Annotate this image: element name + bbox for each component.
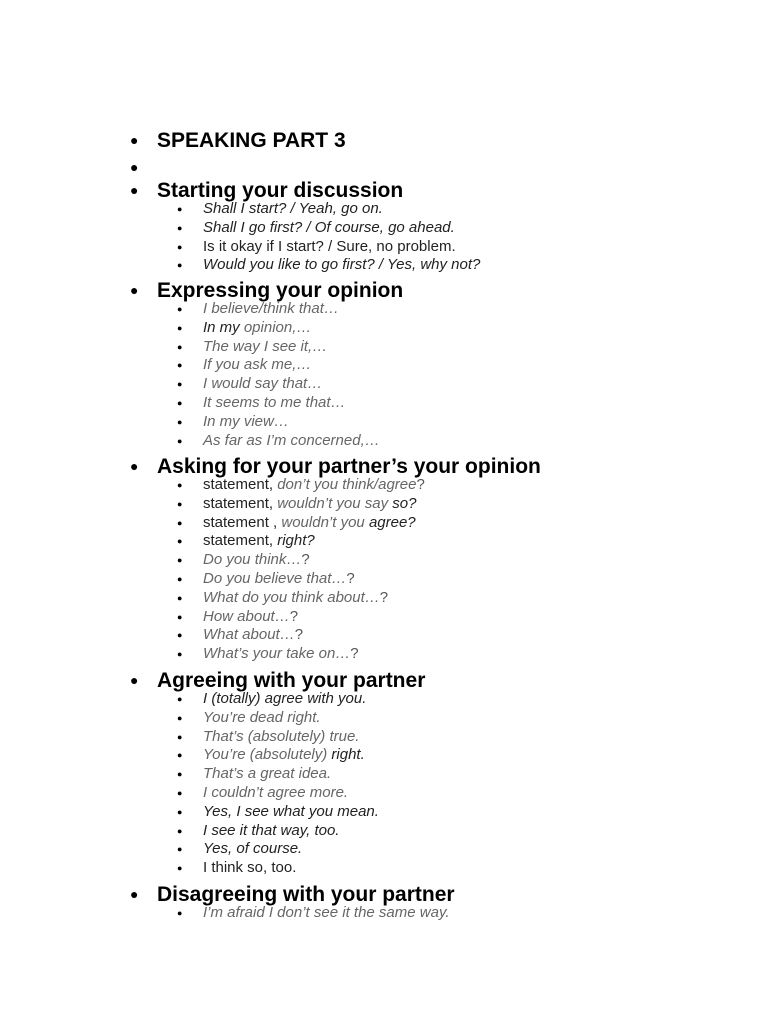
list-item xyxy=(177,784,349,802)
list-item-text: Shall I go first? / Of course, go ahead. xyxy=(203,218,455,236)
small-bullet-icon: ● xyxy=(177,379,183,390)
list-item-text: What’s your take on… xyxy=(203,645,351,663)
list-item-text: I couldn’t agree more. xyxy=(203,784,349,801)
section-heading-text: Expressing your opinion xyxy=(157,279,404,302)
section-heading-text: Starting your discussion xyxy=(157,179,404,202)
list-item-text: If you ask me,… xyxy=(203,356,312,374)
list-item-text: Yes, I see what you mean. xyxy=(203,802,379,820)
list-item-text: opinion,… xyxy=(243,318,312,336)
small-bullet-icon: ● xyxy=(177,574,183,584)
list-item xyxy=(177,645,359,663)
small-bullet-icon: ● xyxy=(177,630,183,641)
small-bullet-icon: ● xyxy=(177,517,183,528)
list-item xyxy=(177,765,332,783)
list-item xyxy=(177,551,310,569)
small-bullet-icon: ● xyxy=(177,204,183,214)
list-item xyxy=(177,256,481,274)
list-item-text: ? xyxy=(301,551,310,569)
small-bullet-icon: ● xyxy=(177,694,183,704)
list-item-text: ? xyxy=(346,570,355,587)
list-item xyxy=(177,394,346,412)
list-item xyxy=(177,375,323,393)
list-item xyxy=(177,727,360,746)
small-bullet-icon: ● xyxy=(177,222,183,233)
bullet-icon: ● xyxy=(130,282,139,298)
list-item-text: ? xyxy=(294,626,304,644)
list-item xyxy=(177,431,380,450)
list-item-text: The way I see it,… xyxy=(203,337,328,355)
list-item xyxy=(177,318,312,337)
list-item-text: How about… xyxy=(203,607,290,625)
list-item xyxy=(177,300,339,318)
list-item xyxy=(177,513,416,532)
bullet-icon: ● xyxy=(130,458,139,474)
small-bullet-icon: ● xyxy=(177,649,183,660)
small-bullet-icon: ● xyxy=(177,241,183,252)
list-item-text: right? xyxy=(277,532,315,550)
page-title xyxy=(130,128,346,153)
small-bullet-icon: ● xyxy=(177,304,183,314)
list-item-text: In my xyxy=(203,318,244,336)
list-item xyxy=(177,218,455,237)
bullet-icon: ● xyxy=(130,132,139,148)
list-item-text: You’re (absolutely) xyxy=(203,746,332,764)
list-item-text: Is it okay if I start? / Sure, no problem. xyxy=(203,237,456,255)
list-item-text: What about… xyxy=(203,626,295,644)
small-bullet-icon: ● xyxy=(177,536,183,547)
list-item-text: What do you think about… xyxy=(203,588,380,606)
list-item xyxy=(177,859,297,877)
list-item xyxy=(177,494,417,513)
small-bullet-icon: ● xyxy=(177,788,183,798)
list-item-text: statement, xyxy=(203,476,278,493)
list-item-text: wouldn’t you xyxy=(281,513,369,531)
bullet-icon: ● xyxy=(130,182,139,198)
list-item-text: ? xyxy=(289,607,299,625)
list-item-text: Would you like to go first? / Yes, why not? xyxy=(203,256,481,274)
list-item xyxy=(177,412,289,431)
small-bullet-icon: ● xyxy=(177,260,183,271)
list-item-text: I think so, too. xyxy=(203,859,297,877)
list-item xyxy=(177,821,340,840)
small-bullet-icon: ● xyxy=(177,731,183,742)
small-bullet-icon: ● xyxy=(177,611,183,622)
list-item xyxy=(177,690,367,708)
bullet-icon: ● xyxy=(130,886,139,902)
list-item xyxy=(177,237,456,256)
list-item-text: wouldn’t you say xyxy=(277,494,393,512)
small-bullet-icon: ● xyxy=(177,555,183,566)
list-item xyxy=(177,532,315,550)
list-item xyxy=(177,746,365,764)
list-item xyxy=(177,802,379,821)
section-heading-text: Agreeing with your partner xyxy=(157,669,426,692)
list-item-text: Yes, of course. xyxy=(203,840,303,858)
list-item xyxy=(177,337,328,356)
list-item-text: statement, xyxy=(203,532,278,550)
small-bullet-icon: ● xyxy=(177,592,183,603)
section-heading-text: Disagreeing with your partner xyxy=(157,883,455,906)
list-item xyxy=(177,570,355,588)
list-item-text: Do you believe that… xyxy=(203,570,347,587)
list-item xyxy=(177,626,304,644)
list-item-text: In my view… xyxy=(203,412,289,430)
small-bullet-icon: ● xyxy=(177,769,183,780)
list-item xyxy=(177,904,450,922)
small-bullet-icon: ● xyxy=(177,398,183,408)
list-item-text: That’s a great idea. xyxy=(203,765,332,783)
list-item-text: I see it that way, too. xyxy=(203,821,340,839)
small-bullet-icon: ● xyxy=(177,360,183,371)
list-item xyxy=(177,588,389,607)
list-item xyxy=(177,607,299,626)
list-item xyxy=(177,356,312,374)
list-item-text: That’s (absolutely) true. xyxy=(203,727,360,745)
list-item-text: ? xyxy=(379,588,389,606)
list-item xyxy=(177,476,425,494)
small-bullet-icon: ● xyxy=(177,908,183,918)
small-bullet-icon: ● xyxy=(177,341,183,352)
small-bullet-icon: ● xyxy=(177,806,183,817)
list-item-text: statement, xyxy=(203,494,278,512)
small-bullet-icon: ● xyxy=(177,712,183,723)
page-title-text: SPEAKING PART 3 xyxy=(157,129,346,152)
list-item xyxy=(177,708,321,727)
list-item-text: right. xyxy=(331,746,365,764)
section-heading-text: Asking for your partner’s your opinion xyxy=(157,455,541,478)
list-item-text: I believe/think that… xyxy=(203,300,339,317)
small-bullet-icon: ● xyxy=(177,863,183,874)
small-bullet-icon: ● xyxy=(177,498,183,509)
list-item-text: Do you think… xyxy=(203,551,302,569)
list-item-text: so? xyxy=(392,494,417,512)
list-item-text: ? xyxy=(416,476,425,493)
bullet-icon: ● xyxy=(130,159,139,175)
small-bullet-icon: ● xyxy=(177,844,183,855)
small-bullet-icon: ● xyxy=(177,750,183,761)
list-item xyxy=(177,200,383,218)
list-item-text: I’m afraid I don’t see it the same way. xyxy=(203,904,450,921)
list-item-text: You’re dead right. xyxy=(203,708,321,726)
list-item-text: As far as I’m concerned,… xyxy=(203,431,380,449)
bullet-icon: ● xyxy=(130,672,139,688)
list-item-text: don’t you think/agree xyxy=(277,476,417,493)
list-item-text: agree? xyxy=(368,513,416,531)
small-bullet-icon: ● xyxy=(177,825,183,836)
list-item-text: ? xyxy=(350,645,359,663)
small-bullet-icon: ● xyxy=(177,322,183,333)
list-item-text: Shall I start? / Yeah, go on. xyxy=(203,200,383,217)
list-item xyxy=(177,840,303,858)
list-item-text: statement , xyxy=(203,513,282,531)
list-item-text: I (totally) agree with you. xyxy=(203,690,367,707)
small-bullet-icon: ● xyxy=(177,480,183,490)
list-item-text: It seems to me that… xyxy=(203,394,346,411)
small-bullet-icon: ● xyxy=(177,435,183,446)
list-item-text: I would say that… xyxy=(203,375,323,393)
small-bullet-icon: ● xyxy=(177,416,183,427)
